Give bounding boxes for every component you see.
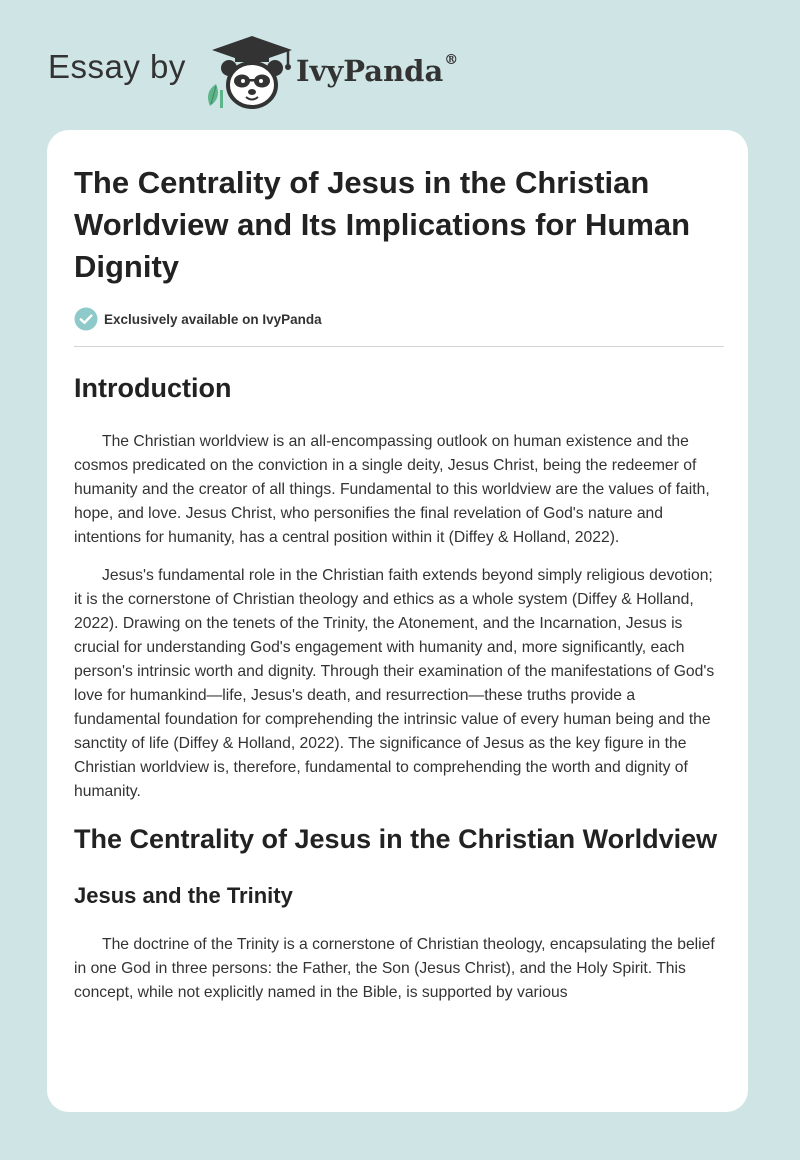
essay-content <box>74 162 724 1005</box>
essay-title: The Centrality of Jesus in the Christian Worldview and Its Implications for Human Dignity <box>74 165 691 284</box>
subsection-heading-trinity: Jesus and the Trinity <box>74 883 293 908</box>
site-header <box>48 34 508 110</box>
check-circle-icon <box>74 307 98 331</box>
section-heading-centrality: The Centrality of Jesus in the Christian Worldview <box>74 824 718 854</box>
paragraph: The Christian worldview is an all-encompassing outlook on human existence and the cosmos predicated on the conviction in a single deity, Jesus Christ, being the redeemer of humanity and the creator of all things. Fundamental to this worldview are the values of faith, hope, and love. Jesus Christ, who personifies the final revelation of God's nature and intentions for humanity, has a central position within it (Diffey & Holland, 2022). <box>74 433 710 546</box>
registered-mark: ® <box>444 52 459 68</box>
title-divider <box>74 346 724 347</box>
panda-graduate-icon[interactable] <box>202 34 298 110</box>
brand-name[interactable]: IvyPanda® <box>296 52 459 88</box>
paragraph: The doctrine of the Trinity is a cornerstone of Christian theology, encapsulating the belief in one God in three persons: the Father, the Son (Jesus Christ), and the Holy Spirit. This concept, while not explicitly named in the Bible, is supported by various <box>74 936 715 1001</box>
exclusive-badge <box>74 306 724 332</box>
essay-card <box>47 130 748 1112</box>
section-heading-introduction: Introduction <box>74 373 232 403</box>
brand-prefix: Essay by <box>48 48 186 85</box>
paragraph: Jesus's fundamental role in the Christian faith extends beyond simply religious devotion; it is the cornerstone of Christian theology and ethics as a whole system (Diffey & Holland, 2022). Drawing on the tenets of the Trinity, the Atonement, and the Incarnation, Jesus is crucial for understanding God's engagement with humanity and, more significantly, each person's intrinsic worth and dignity. Through their examination of the manifestations of God's love for humankind—life, Jesus's death, and resurrection—these truths provide a fundamental foundation for comprehending the intrinsic value of every human being and the sanctity of life (Diffey & Holland, 2022). The significance of Jesus as the key figure in the Christian worldview is, therefore, fundamental to comprehending the worth and dignity of humanity. <box>74 567 715 800</box>
badge-text: Exclusively available on IvyPanda <box>104 311 322 327</box>
